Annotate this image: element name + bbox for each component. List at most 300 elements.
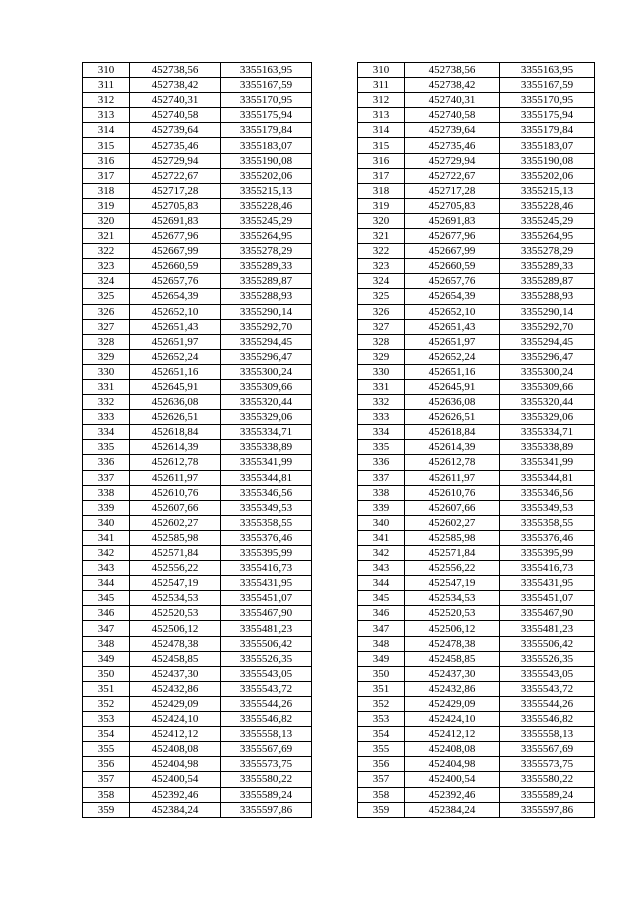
- table-row: [83, 606, 595, 621]
- right-point-number-cell: 359: [358, 802, 405, 817]
- table-gap-cell: [312, 530, 358, 545]
- left-point-number-cell: 317: [83, 168, 130, 183]
- right-x-coordinate-cell: 452392,46: [405, 787, 500, 802]
- right-point-number-cell: 338: [358, 485, 405, 500]
- left-point-number-cell: 327: [83, 319, 130, 334]
- left-y-coordinate-cell: 3355543,72: [221, 681, 312, 696]
- right-y-coordinate-cell: 3355292,70: [500, 319, 595, 334]
- left-point-number-cell: 357: [83, 772, 130, 787]
- table-gap-cell: [312, 802, 358, 817]
- table-row: [83, 259, 595, 274]
- right-y-coordinate-cell: 3355309,66: [500, 379, 595, 394]
- left-point-number-cell: 314: [83, 123, 130, 138]
- right-y-coordinate-cell: 3355163,95: [500, 63, 595, 78]
- left-point-number-cell: 353: [83, 712, 130, 727]
- right-y-coordinate-cell: 3355395,99: [500, 546, 595, 561]
- table-gap-cell: [312, 515, 358, 530]
- left-point-number-cell: 352: [83, 696, 130, 711]
- table-gap-cell: [312, 621, 358, 636]
- left-x-coordinate-cell: 452626,51: [130, 410, 221, 425]
- right-x-coordinate-cell: 452607,66: [405, 500, 500, 515]
- right-point-number-cell: 322: [358, 244, 405, 259]
- right-point-number-cell: 339: [358, 500, 405, 515]
- right-y-coordinate-cell: 3355506,42: [500, 636, 595, 651]
- table-row: [83, 213, 595, 228]
- right-point-number-cell: 323: [358, 259, 405, 274]
- left-x-coordinate-cell: 452610,76: [130, 485, 221, 500]
- right-x-coordinate-cell: 452729,94: [405, 153, 500, 168]
- right-y-coordinate-cell: 3355300,24: [500, 364, 595, 379]
- table-row: [83, 470, 595, 485]
- left-x-coordinate-cell: 452412,12: [130, 727, 221, 742]
- right-y-coordinate-cell: 3355334,71: [500, 425, 595, 440]
- table-row: [83, 229, 595, 244]
- right-x-coordinate-cell: 452717,28: [405, 183, 500, 198]
- right-point-number-cell: 340: [358, 515, 405, 530]
- left-y-coordinate-cell: 3355294,45: [221, 334, 312, 349]
- left-point-number-cell: 331: [83, 379, 130, 394]
- right-point-number-cell: 354: [358, 727, 405, 742]
- right-x-coordinate-cell: 452585,98: [405, 530, 500, 545]
- right-x-coordinate-cell: 452722,67: [405, 168, 500, 183]
- table-gap-cell: [312, 546, 358, 561]
- right-x-coordinate-cell: 452651,97: [405, 334, 500, 349]
- right-x-coordinate-cell: 452408,08: [405, 742, 500, 757]
- left-x-coordinate-cell: 452520,53: [130, 606, 221, 621]
- right-y-coordinate-cell: 3355264,95: [500, 229, 595, 244]
- table-gap-cell: [312, 183, 358, 198]
- right-point-number-cell: 328: [358, 334, 405, 349]
- table-row: [83, 696, 595, 711]
- table-gap-cell: [312, 666, 358, 681]
- right-point-number-cell: 314: [358, 123, 405, 138]
- right-x-coordinate-cell: 452657,76: [405, 274, 500, 289]
- left-y-coordinate-cell: 3355296,47: [221, 349, 312, 364]
- table-gap-cell: [312, 349, 358, 364]
- left-point-number-cell: 319: [83, 198, 130, 213]
- left-x-coordinate-cell: 452458,85: [130, 651, 221, 666]
- right-y-coordinate-cell: 3355228,46: [500, 198, 595, 213]
- right-point-number-cell: 346: [358, 606, 405, 621]
- right-point-number-cell: 341: [358, 530, 405, 545]
- right-point-number-cell: 331: [358, 379, 405, 394]
- table-row: [83, 289, 595, 304]
- left-point-number-cell: 320: [83, 213, 130, 228]
- table-gap-cell: [312, 274, 358, 289]
- right-x-coordinate-cell: 452506,12: [405, 621, 500, 636]
- table-row: [83, 123, 595, 138]
- left-x-coordinate-cell: 452506,12: [130, 621, 221, 636]
- left-y-coordinate-cell: 3355264,95: [221, 229, 312, 244]
- table-gap-cell: [312, 440, 358, 455]
- left-point-number-cell: 321: [83, 229, 130, 244]
- right-y-coordinate-cell: 3355170,95: [500, 93, 595, 108]
- table-row: [83, 108, 595, 123]
- left-y-coordinate-cell: 3355467,90: [221, 606, 312, 621]
- left-y-coordinate-cell: 3355344,81: [221, 470, 312, 485]
- right-x-coordinate-cell: 452652,24: [405, 349, 500, 364]
- left-x-coordinate-cell: 452556,22: [130, 561, 221, 576]
- table-gap-cell: [312, 681, 358, 696]
- left-point-number-cell: 343: [83, 561, 130, 576]
- table-row: [83, 410, 595, 425]
- right-y-coordinate-cell: 3355481,23: [500, 621, 595, 636]
- left-x-coordinate-cell: 452738,42: [130, 78, 221, 93]
- table-row: [83, 198, 595, 213]
- right-x-coordinate-cell: 452651,16: [405, 364, 500, 379]
- left-point-number-cell: 336: [83, 455, 130, 470]
- right-point-number-cell: 317: [358, 168, 405, 183]
- right-x-coordinate-cell: 452424,10: [405, 712, 500, 727]
- right-point-number-cell: 320: [358, 213, 405, 228]
- right-x-coordinate-cell: 452636,08: [405, 395, 500, 410]
- right-point-number-cell: 349: [358, 651, 405, 666]
- left-x-coordinate-cell: 452636,08: [130, 395, 221, 410]
- left-x-coordinate-cell: 452722,67: [130, 168, 221, 183]
- right-y-coordinate-cell: 3355589,24: [500, 787, 595, 802]
- left-point-number-cell: 318: [83, 183, 130, 198]
- table-row: [83, 349, 595, 364]
- right-point-number-cell: 332: [358, 395, 405, 410]
- left-y-coordinate-cell: 3355289,87: [221, 274, 312, 289]
- table-gap-cell: [312, 93, 358, 108]
- table-row: [83, 153, 595, 168]
- left-point-number-cell: 347: [83, 621, 130, 636]
- left-point-number-cell: 359: [83, 802, 130, 817]
- left-x-coordinate-cell: 452667,99: [130, 244, 221, 259]
- left-x-coordinate-cell: 452691,83: [130, 213, 221, 228]
- right-x-coordinate-cell: 452571,84: [405, 546, 500, 561]
- table-row: [83, 455, 595, 470]
- table-row: [83, 183, 595, 198]
- right-y-coordinate-cell: 3355175,94: [500, 108, 595, 123]
- right-x-coordinate-cell: 452520,53: [405, 606, 500, 621]
- left-x-coordinate-cell: 452602,27: [130, 515, 221, 530]
- table-gap-cell: [312, 742, 358, 757]
- left-point-number-cell: 349: [83, 651, 130, 666]
- table-gap-cell: [312, 334, 358, 349]
- right-x-coordinate-cell: 452458,85: [405, 651, 500, 666]
- left-x-coordinate-cell: 452652,24: [130, 349, 221, 364]
- left-y-coordinate-cell: 3355170,95: [221, 93, 312, 108]
- right-y-coordinate-cell: 3355320,44: [500, 395, 595, 410]
- right-y-coordinate-cell: 3355344,81: [500, 470, 595, 485]
- left-y-coordinate-cell: 3355567,69: [221, 742, 312, 757]
- table-row: [83, 802, 595, 817]
- left-point-number-cell: 334: [83, 425, 130, 440]
- coordinates-table: [82, 62, 595, 818]
- right-y-coordinate-cell: 3355376,46: [500, 530, 595, 545]
- left-y-coordinate-cell: 3355481,23: [221, 621, 312, 636]
- table-gap-cell: [312, 123, 358, 138]
- table-gap-cell: [312, 425, 358, 440]
- right-point-number-cell: 327: [358, 319, 405, 334]
- left-y-coordinate-cell: 3355228,46: [221, 198, 312, 213]
- right-x-coordinate-cell: 452404,98: [405, 757, 500, 772]
- left-x-coordinate-cell: 452404,98: [130, 757, 221, 772]
- table-gap-cell: [312, 485, 358, 500]
- right-point-number-cell: 352: [358, 696, 405, 711]
- left-point-number-cell: 323: [83, 259, 130, 274]
- right-y-coordinate-cell: 3355215,13: [500, 183, 595, 198]
- right-x-coordinate-cell: 452677,96: [405, 229, 500, 244]
- table-row: [83, 636, 595, 651]
- right-y-coordinate-cell: 3355290,14: [500, 304, 595, 319]
- right-x-coordinate-cell: 452432,86: [405, 681, 500, 696]
- table-row: [83, 485, 595, 500]
- left-y-coordinate-cell: 3355358,55: [221, 515, 312, 530]
- left-x-coordinate-cell: 452739,64: [130, 123, 221, 138]
- left-x-coordinate-cell: 452614,39: [130, 440, 221, 455]
- left-x-coordinate-cell: 452392,46: [130, 787, 221, 802]
- right-x-coordinate-cell: 452667,99: [405, 244, 500, 259]
- right-x-coordinate-cell: 452660,59: [405, 259, 500, 274]
- left-y-coordinate-cell: 3355320,44: [221, 395, 312, 410]
- right-x-coordinate-cell: 452740,58: [405, 108, 500, 123]
- right-y-coordinate-cell: 3355341,99: [500, 455, 595, 470]
- left-point-number-cell: 324: [83, 274, 130, 289]
- table-row: [83, 561, 595, 576]
- right-x-coordinate-cell: 452384,24: [405, 802, 500, 817]
- right-x-coordinate-cell: 452705,83: [405, 198, 500, 213]
- table-row: [83, 772, 595, 787]
- right-x-coordinate-cell: 452614,39: [405, 440, 500, 455]
- right-x-coordinate-cell: 452602,27: [405, 515, 500, 530]
- right-x-coordinate-cell: 452400,54: [405, 772, 500, 787]
- table-row: [83, 93, 595, 108]
- right-x-coordinate-cell: 452611,97: [405, 470, 500, 485]
- table-gap-cell: [312, 410, 358, 425]
- left-point-number-cell: 311: [83, 78, 130, 93]
- right-y-coordinate-cell: 3355202,06: [500, 168, 595, 183]
- left-x-coordinate-cell: 452657,76: [130, 274, 221, 289]
- left-y-coordinate-cell: 3355341,99: [221, 455, 312, 470]
- left-y-coordinate-cell: 3355167,59: [221, 78, 312, 93]
- right-y-coordinate-cell: 3355289,87: [500, 274, 595, 289]
- right-y-coordinate-cell: 3355467,90: [500, 606, 595, 621]
- right-point-number-cell: 311: [358, 78, 405, 93]
- table-row: [83, 274, 595, 289]
- left-x-coordinate-cell: 452654,39: [130, 289, 221, 304]
- table-gap-cell: [312, 757, 358, 772]
- right-point-number-cell: 348: [358, 636, 405, 651]
- table-row: [83, 530, 595, 545]
- table-row: [83, 440, 595, 455]
- right-x-coordinate-cell: 452740,31: [405, 93, 500, 108]
- right-point-number-cell: 310: [358, 63, 405, 78]
- left-point-number-cell: 341: [83, 530, 130, 545]
- table-row: [83, 515, 595, 530]
- left-x-coordinate-cell: 452729,94: [130, 153, 221, 168]
- right-x-coordinate-cell: 452645,91: [405, 379, 500, 394]
- left-y-coordinate-cell: 3355580,22: [221, 772, 312, 787]
- left-point-number-cell: 338: [83, 485, 130, 500]
- left-y-coordinate-cell: 3355416,73: [221, 561, 312, 576]
- right-y-coordinate-cell: 3355544,26: [500, 696, 595, 711]
- right-y-coordinate-cell: 3355580,22: [500, 772, 595, 787]
- right-x-coordinate-cell: 452612,78: [405, 455, 500, 470]
- right-x-coordinate-cell: 452412,12: [405, 727, 500, 742]
- left-y-coordinate-cell: 3355597,86: [221, 802, 312, 817]
- table-gap-cell: [312, 727, 358, 742]
- table-row: [83, 364, 595, 379]
- left-y-coordinate-cell: 3355245,29: [221, 213, 312, 228]
- left-y-coordinate-cell: 3355300,24: [221, 364, 312, 379]
- left-x-coordinate-cell: 452534,53: [130, 591, 221, 606]
- table-gap-cell: [312, 153, 358, 168]
- table-gap-cell: [312, 78, 358, 93]
- table-row: [83, 500, 595, 515]
- left-x-coordinate-cell: 452740,31: [130, 93, 221, 108]
- right-x-coordinate-cell: 452654,39: [405, 289, 500, 304]
- right-point-number-cell: 330: [358, 364, 405, 379]
- table-gap-cell: [312, 606, 358, 621]
- left-point-number-cell: 313: [83, 108, 130, 123]
- table-gap-cell: [312, 470, 358, 485]
- table-gap-cell: [312, 651, 358, 666]
- table-row: [83, 395, 595, 410]
- right-point-number-cell: 353: [358, 712, 405, 727]
- left-point-number-cell: 358: [83, 787, 130, 802]
- left-y-coordinate-cell: 3355546,82: [221, 712, 312, 727]
- table-row: [83, 425, 595, 440]
- right-x-coordinate-cell: 452739,64: [405, 123, 500, 138]
- table-gap-cell: [312, 696, 358, 711]
- left-y-coordinate-cell: 3355329,06: [221, 410, 312, 425]
- right-y-coordinate-cell: 3355278,29: [500, 244, 595, 259]
- left-x-coordinate-cell: 452547,19: [130, 576, 221, 591]
- left-x-coordinate-cell: 452740,58: [130, 108, 221, 123]
- table-gap-cell: [312, 787, 358, 802]
- right-point-number-cell: 326: [358, 304, 405, 319]
- left-x-coordinate-cell: 452735,46: [130, 138, 221, 153]
- left-point-number-cell: 322: [83, 244, 130, 259]
- left-y-coordinate-cell: 3355183,07: [221, 138, 312, 153]
- right-x-coordinate-cell: 452652,10: [405, 304, 500, 319]
- right-point-number-cell: 313: [358, 108, 405, 123]
- left-x-coordinate-cell: 452384,24: [130, 802, 221, 817]
- right-y-coordinate-cell: 3355289,33: [500, 259, 595, 274]
- right-point-number-cell: 321: [358, 229, 405, 244]
- left-y-coordinate-cell: 3355506,42: [221, 636, 312, 651]
- table-row: [83, 63, 595, 78]
- right-x-coordinate-cell: 452556,22: [405, 561, 500, 576]
- table-row: [83, 681, 595, 696]
- left-y-coordinate-cell: 3355376,46: [221, 530, 312, 545]
- right-x-coordinate-cell: 452610,76: [405, 485, 500, 500]
- left-y-coordinate-cell: 3355589,24: [221, 787, 312, 802]
- right-x-coordinate-cell: 452618,84: [405, 425, 500, 440]
- left-y-coordinate-cell: 3355190,08: [221, 153, 312, 168]
- right-point-number-cell: 350: [358, 666, 405, 681]
- table-row: [83, 319, 595, 334]
- right-y-coordinate-cell: 3355526,35: [500, 651, 595, 666]
- table-gap-cell: [312, 772, 358, 787]
- right-y-coordinate-cell: 3355567,69: [500, 742, 595, 757]
- table-gap-cell: [312, 455, 358, 470]
- table-row: [83, 712, 595, 727]
- right-point-number-cell: 335: [358, 440, 405, 455]
- left-y-coordinate-cell: 3355288,93: [221, 289, 312, 304]
- right-point-number-cell: 358: [358, 787, 405, 802]
- table-gap-cell: [312, 198, 358, 213]
- left-point-number-cell: 355: [83, 742, 130, 757]
- right-x-coordinate-cell: 452738,56: [405, 63, 500, 78]
- table-gap-cell: [312, 364, 358, 379]
- left-y-coordinate-cell: 3355175,94: [221, 108, 312, 123]
- table-row: [83, 138, 595, 153]
- left-y-coordinate-cell: 3355544,26: [221, 696, 312, 711]
- left-x-coordinate-cell: 452429,09: [130, 696, 221, 711]
- table-gap-cell: [312, 500, 358, 515]
- left-x-coordinate-cell: 452432,86: [130, 681, 221, 696]
- left-y-coordinate-cell: 3355334,71: [221, 425, 312, 440]
- right-y-coordinate-cell: 3355179,84: [500, 123, 595, 138]
- left-point-number-cell: 351: [83, 681, 130, 696]
- right-y-coordinate-cell: 3355543,05: [500, 666, 595, 681]
- right-point-number-cell: 345: [358, 591, 405, 606]
- right-y-coordinate-cell: 3355358,55: [500, 515, 595, 530]
- table-gap-cell: [312, 319, 358, 334]
- left-point-number-cell: 346: [83, 606, 130, 621]
- left-point-number-cell: 312: [83, 93, 130, 108]
- left-x-coordinate-cell: 452571,84: [130, 546, 221, 561]
- left-y-coordinate-cell: 3355349,53: [221, 500, 312, 515]
- left-x-coordinate-cell: 452717,28: [130, 183, 221, 198]
- table-row: [83, 379, 595, 394]
- right-y-coordinate-cell: 3355558,13: [500, 727, 595, 742]
- left-x-coordinate-cell: 452705,83: [130, 198, 221, 213]
- left-x-coordinate-cell: 452677,96: [130, 229, 221, 244]
- table-row: [83, 168, 595, 183]
- right-y-coordinate-cell: 3355546,82: [500, 712, 595, 727]
- left-point-number-cell: 350: [83, 666, 130, 681]
- right-point-number-cell: 319: [358, 198, 405, 213]
- left-point-number-cell: 310: [83, 63, 130, 78]
- table-row: [83, 651, 595, 666]
- right-point-number-cell: 324: [358, 274, 405, 289]
- left-point-number-cell: 329: [83, 349, 130, 364]
- left-point-number-cell: 330: [83, 364, 130, 379]
- right-y-coordinate-cell: 3355329,06: [500, 410, 595, 425]
- table-row: [83, 666, 595, 681]
- right-point-number-cell: 351: [358, 681, 405, 696]
- table-row: [83, 757, 595, 772]
- table-row: [83, 576, 595, 591]
- left-y-coordinate-cell: 3355163,95: [221, 63, 312, 78]
- left-point-number-cell: 315: [83, 138, 130, 153]
- left-y-coordinate-cell: 3355451,07: [221, 591, 312, 606]
- left-y-coordinate-cell: 3355346,56: [221, 485, 312, 500]
- table-gap-cell: [312, 213, 358, 228]
- right-point-number-cell: 355: [358, 742, 405, 757]
- left-y-coordinate-cell: 3355573,75: [221, 757, 312, 772]
- left-y-coordinate-cell: 3355431,95: [221, 576, 312, 591]
- right-y-coordinate-cell: 3355338,89: [500, 440, 595, 455]
- left-point-number-cell: 337: [83, 470, 130, 485]
- table-gap-cell: [312, 591, 358, 606]
- table-row: [83, 787, 595, 802]
- right-x-coordinate-cell: 452478,38: [405, 636, 500, 651]
- left-point-number-cell: 354: [83, 727, 130, 742]
- left-y-coordinate-cell: 3355290,14: [221, 304, 312, 319]
- left-x-coordinate-cell: 452738,56: [130, 63, 221, 78]
- right-y-coordinate-cell: 3355573,75: [500, 757, 595, 772]
- right-point-number-cell: 334: [358, 425, 405, 440]
- right-y-coordinate-cell: 3355183,07: [500, 138, 595, 153]
- left-x-coordinate-cell: 452651,43: [130, 319, 221, 334]
- right-point-number-cell: 329: [358, 349, 405, 364]
